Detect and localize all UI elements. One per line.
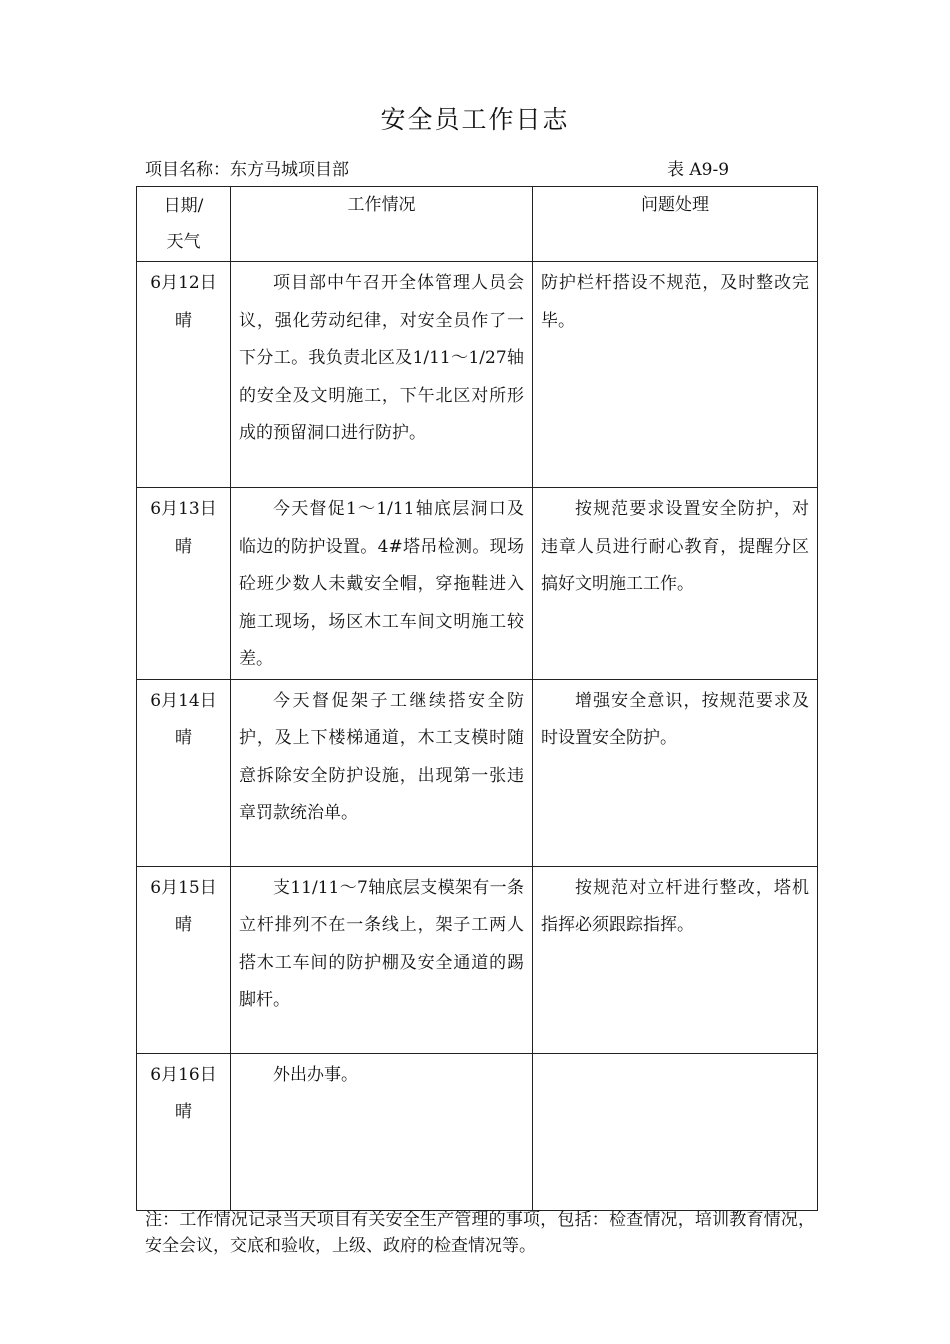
header-date-label: 日期/ bbox=[163, 196, 204, 216]
footnote: 注：工作情况记录当天项目有关安全生产管理的事项，包括：检查情况，培训教育情况，安全会议，交底和验收，上级、政府的检查情况等。 bbox=[145, 1210, 815, 1256]
work-cell: 支11/11～7轴底层支模架有一条立杆排列不在一条线上，架子工两人搭木工车间的防护棚及安全通道的踢脚杆。 bbox=[231, 866, 533, 1053]
work-cell: 今天督促1～1/11轴底层洞口及临边的防护设置。4#塔吊检测。现场砼班少数人未戴安全帽，穿拖鞋进入施工现场，场区木工车间文明施工较差。 bbox=[231, 488, 533, 680]
form-code: 表 A9-9 bbox=[667, 160, 730, 180]
issue-cell: 按规范要求设置安全防护，对违章人员进行耐心教育，提醒分区搞好文明施工工作。 bbox=[533, 488, 818, 680]
table-row bbox=[137, 866, 818, 1053]
row-weather: 晴 bbox=[175, 1102, 192, 1122]
issue-cell: 增强安全意识，按规范要求及时设置安全防护。 bbox=[533, 679, 818, 866]
row-weather: 晴 bbox=[175, 728, 192, 748]
header-date-weather bbox=[137, 187, 231, 262]
issue-cell: 按规范对立杆进行整改，塔机指挥必须跟踪指挥。 bbox=[533, 866, 818, 1053]
row-date: 6月14日 bbox=[150, 690, 217, 711]
date-cell bbox=[137, 1053, 231, 1210]
date-cell bbox=[137, 866, 231, 1053]
work-cell: 今天督促架子工继续搭安全防护，及上下楼梯通道，木工支模时随意拆除安全防护设施，出现第一张违章罚款统治单。 bbox=[231, 679, 533, 866]
row-date: 6月15日 bbox=[150, 877, 217, 898]
row-date: 6月13日 bbox=[150, 499, 217, 519]
header-issue: 问题处理 bbox=[533, 187, 818, 262]
date-cell bbox=[137, 679, 231, 866]
date-cell bbox=[137, 488, 231, 680]
work-log-table bbox=[136, 186, 818, 1211]
date-cell bbox=[137, 262, 231, 488]
project-name: 项目名称：东方马城项目部 bbox=[145, 160, 349, 180]
table-row bbox=[137, 488, 818, 680]
row-date: 6月16日 bbox=[150, 1064, 217, 1085]
work-cell: 外出办事。 bbox=[231, 1053, 533, 1210]
row-weather: 晴 bbox=[175, 915, 192, 935]
header-work: 工作情况 bbox=[231, 187, 533, 262]
header-weather-label: 天气 bbox=[166, 232, 201, 252]
issue-cell bbox=[533, 1053, 818, 1210]
issue-cell: 防护栏杆搭设不规范，及时整改完毕。 bbox=[533, 262, 818, 488]
page-title: 安全员工作日志 bbox=[380, 105, 570, 134]
table-header-row bbox=[137, 187, 818, 262]
work-cell: 项目部中午召开全体管理人员会议，强化劳动纪律，对安全员作了一下分工。我负责北区及1/11～1/27轴的安全及文明施工，下午北区对所形成的预留洞口进行防护。 bbox=[231, 262, 533, 488]
row-date: 6月12日 bbox=[150, 273, 217, 293]
row-weather: 晴 bbox=[175, 536, 192, 557]
table-row bbox=[137, 1053, 818, 1210]
table-row bbox=[137, 262, 818, 488]
table-row bbox=[137, 679, 818, 866]
row-weather: 晴 bbox=[175, 310, 192, 331]
